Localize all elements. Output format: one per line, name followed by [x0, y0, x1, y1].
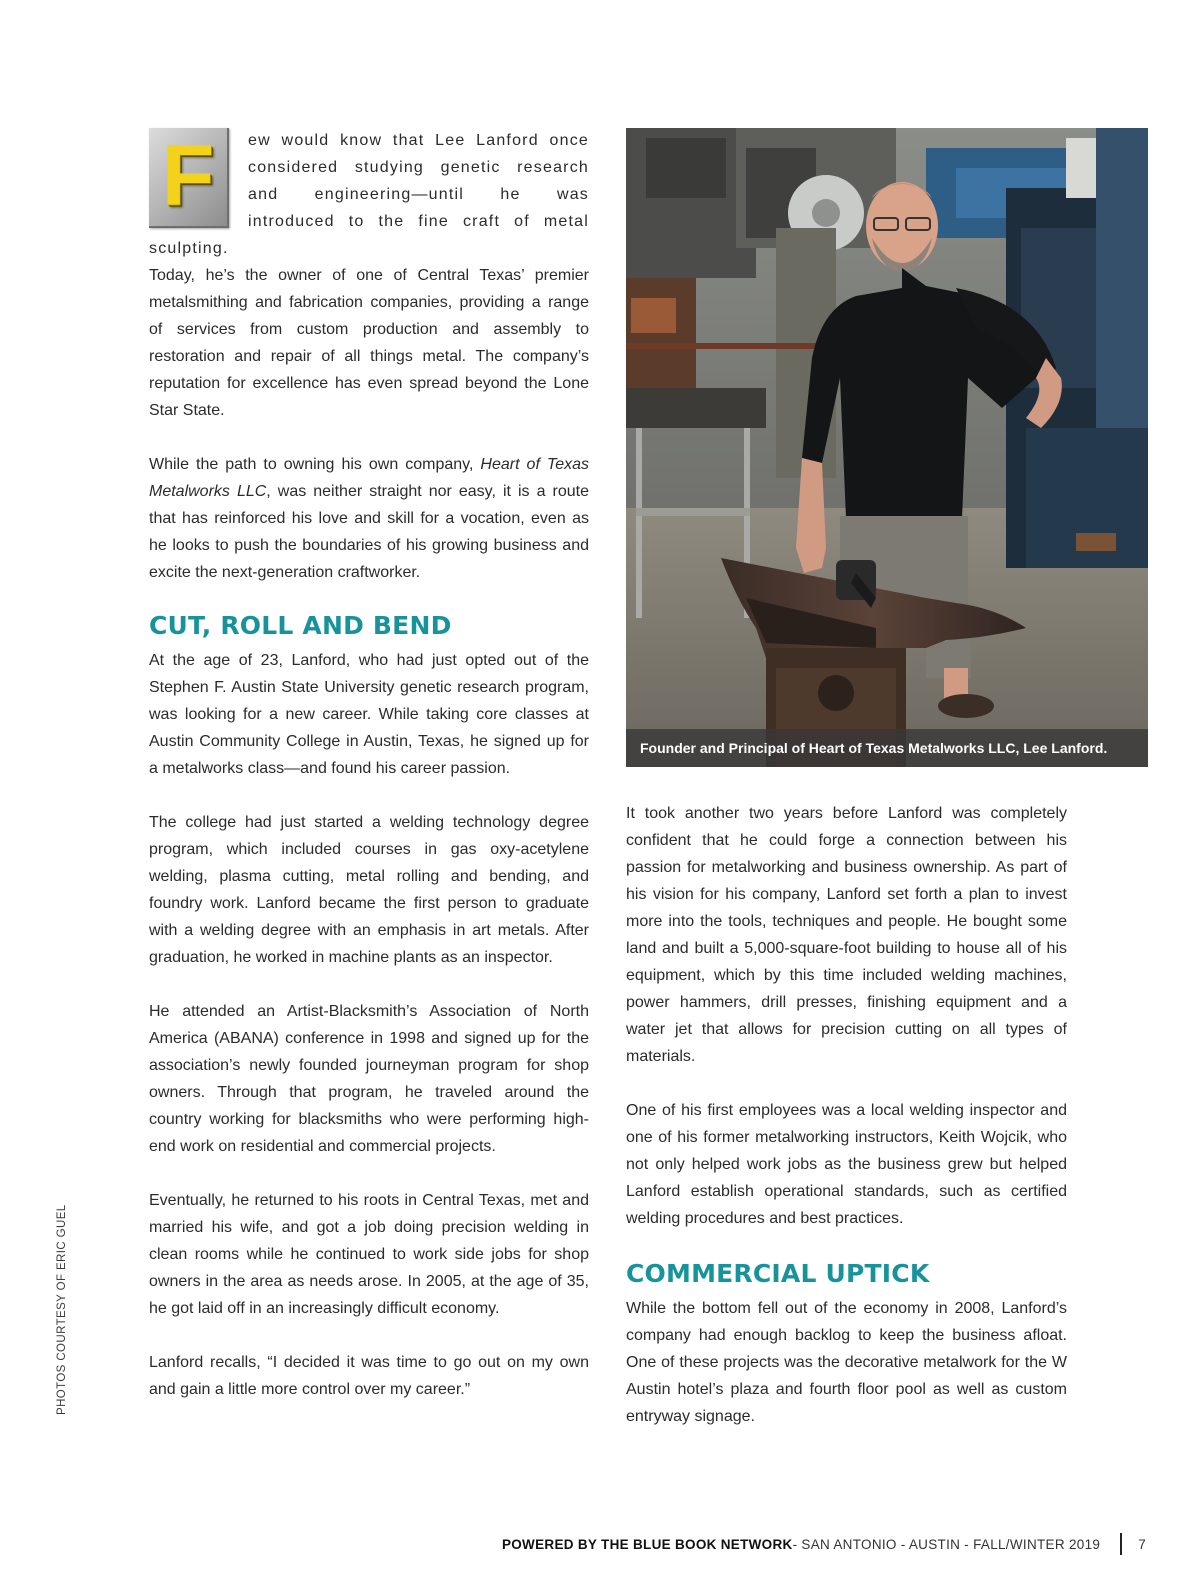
path-text-before: While the path to owning his own company,	[149, 456, 481, 473]
paragraph-today: Today, he’s the owner of one of Central Texas’ premier metalsmithing and fabrication companies, providing a range of services from custom production and assembly to restoration and repair of all things metal. The company’s reputation for excellence has even spread beyond the Lone Star State.	[149, 267, 589, 419]
paragraph-abana: He attended an Artist-Blacksmith’s Association of North America (ABANA) conference in 1998 and signed up for the association’s newly founded journeyman program for shop owners. Through that program, he traveled around the country working for blacksmiths who were performing high-end work on residential and commercial projects.	[149, 1003, 589, 1155]
heading-commercial-uptick: COMMERCIAL UPTICK	[626, 1259, 930, 1288]
path-text-after: , was neither straight nor easy, it is a route that has reinforced his love and skill for a vocation, even as he looks to push the boundaries of his growing business and excite the next-generation craftworker.	[149, 483, 589, 581]
paragraph-path	[149, 451, 589, 586]
heading-cut-roll-bend: CUT, ROLL AND BEND	[149, 611, 452, 640]
intro-text: ew would know that Lee Lanford once considered studying genetic research and engineering—until he was introduced to the fine craft of metal sculpting.	[149, 132, 589, 257]
paragraph-employees: One of his first employees was a local welding inspector and one of his former metalworking instructors, Keith Wojcik, who not only helped work jobs as the business grew but helped Lanford establish operational standards, such as certified welding procedures and best practices.	[626, 1102, 1067, 1227]
photo-caption: Founder and Principal of Heart of Texas Metalworks LLC, Lee Lanford.	[626, 729, 1148, 767]
workshop-photo-illustration	[626, 128, 1148, 767]
drop-cap: F	[149, 128, 229, 228]
intro-paragraph	[149, 127, 589, 262]
photo-credit: PHOTOS COURTESY OF ERIC GUEL	[56, 1204, 68, 1415]
footer-divider	[1120, 1533, 1122, 1555]
right-column	[626, 800, 1067, 1430]
paragraph-economy: While the bottom fell out of the economy in 2008, Lanford’s company had enough backlog to keep the business afloat. One of these projects was the decorative metalwork for the W Austin hotel’s plaza and fourth floor pool as well as custom entryway signage.	[626, 1300, 1067, 1425]
paragraph-two-years: It took another two years before Lanford was completely confident that he could forge a connection between his passion for metalworking and business ownership. As part of his vision for his company, Lanford set forth a plan to invest more into the tools, techniques and people. He bought some land and built a 5,000-square-foot building to house all of his equipment, which by this time included welding machines, power hammers, drill presses, finishing equipment and a water jet that allows for precision cutting on all types of materials.	[626, 805, 1067, 1065]
page-number: 7	[1138, 1536, 1146, 1552]
photo-lee-lanford	[626, 128, 1148, 767]
paragraph-age: At the age of 23, Lanford, who had just opted out of the Stephen F. Austin State University genetic research program, was looking for a new career. While taking core classes at Austin Community College in Austin, Texas, he signed up for a metalworks class—and found his career passion.	[149, 652, 589, 777]
left-column	[149, 127, 589, 1403]
footer-brand: POWERED BY THE BLUE BOOK NETWORK	[501, 1536, 793, 1552]
page-footer	[502, 1533, 1146, 1555]
paragraph-college: The college had just started a welding technology degree program, which included courses in gas oxy-acetylene welding, plasma cutting, metal rolling and bending, and foundry work. Lanford became the first person to graduate with a welding degree with an emphasis in art metals. After graduation, he worked in machine plants as an inspector.	[149, 814, 589, 966]
paragraph-eventually: Eventually, he returned to his roots in Central Texas, met and married his wife, and got a job doing precision welding in clean rooms while he continued to work side jobs for shop owners in the area as needs arose. In 2005, at the age of 35, he got laid off in an increasingly difficult economy.	[149, 1192, 589, 1317]
company-name: Heart of Texas Metalworks LLC	[149, 456, 589, 500]
paragraph-recalls: Lanford recalls, “I decided it was time to go out on my own and gain a little more control over my career.”	[149, 1354, 589, 1398]
footer-edition: - SAN ANTONIO - AUSTIN - FALL/WINTER 2019	[792, 1536, 1101, 1552]
